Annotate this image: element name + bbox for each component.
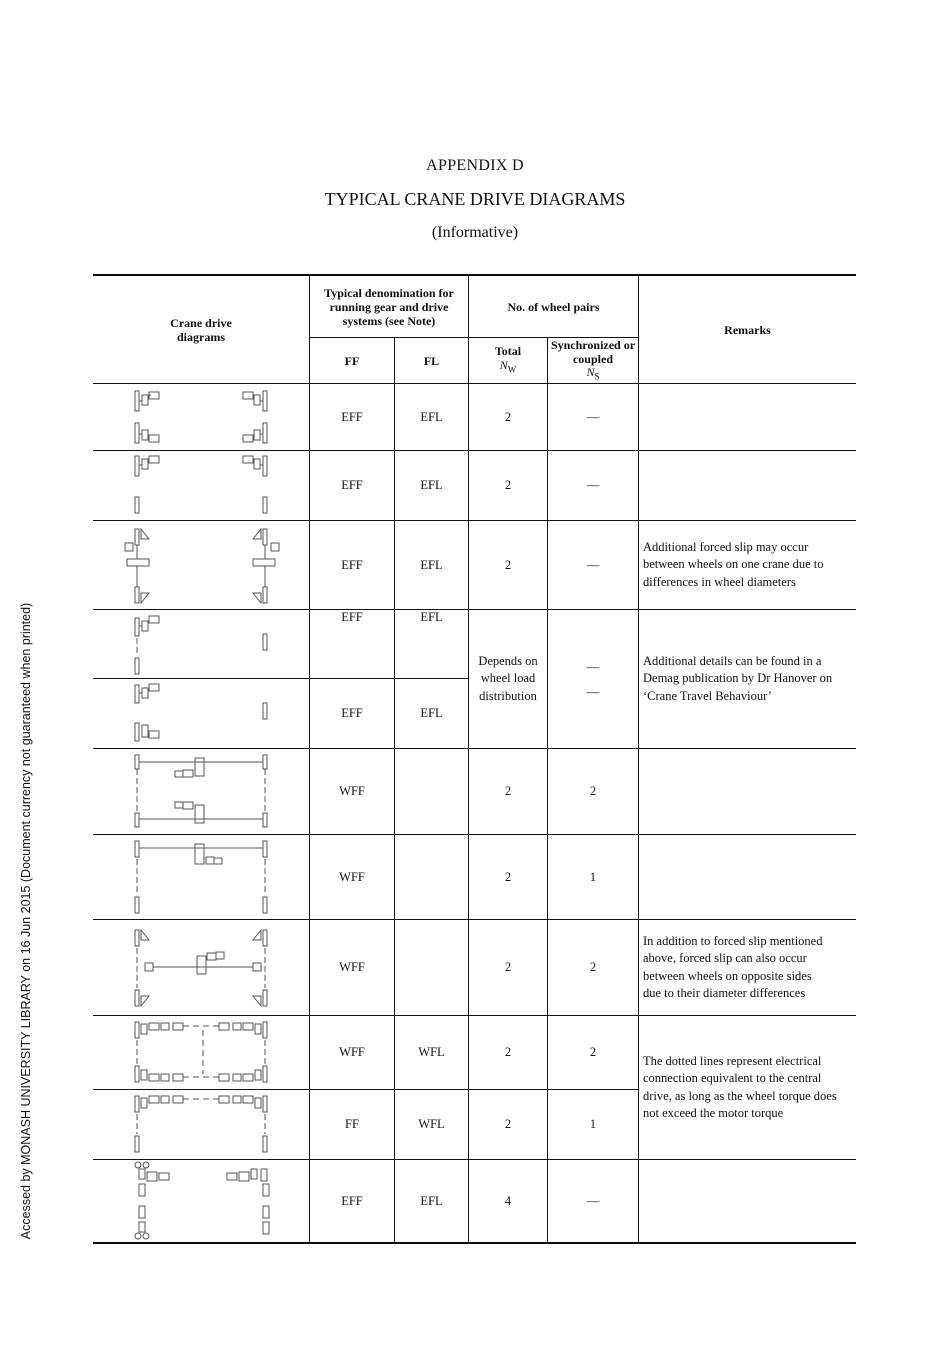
side-access-note: Accessed by MONASH UNIVERSITY LIBRARY on 16 Jun 2015 (Document currency not guaranteed when printed): [19, 602, 33, 1240]
crane-drive-diagram-11: [93, 1160, 309, 1242]
row5-sync: —: [586, 684, 600, 699]
row1-total: 2: [504, 409, 512, 424]
row11-fl: EFL: [420, 1193, 443, 1208]
row10-fl: WFL: [418, 1117, 445, 1131]
row1-ff: EFF: [341, 409, 363, 424]
crane-drive-diagram-8: [93, 920, 309, 1015]
crane-drive-table: [93, 274, 856, 1245]
row11-total: 4: [504, 1193, 512, 1208]
row4-ff: EFF: [341, 610, 363, 624]
row5-ff: EFF: [341, 706, 363, 720]
total-symbol-n: N: [499, 358, 508, 373]
header-synchronized: [548, 338, 638, 383]
header-total-label: Total: [494, 344, 522, 359]
row8-total: 2: [504, 960, 512, 974]
row1-fl: EFL: [420, 409, 443, 424]
row6-ff: WFF: [339, 784, 365, 798]
row3-total: 2: [504, 557, 512, 572]
row4-fl: EFL: [420, 610, 443, 624]
row7-ff: WFF: [339, 869, 365, 884]
header-sync-symbol: [586, 366, 599, 382]
row10-sync: 1: [589, 1117, 597, 1131]
row2-fl: EFL: [420, 478, 443, 492]
row9-total: 2: [504, 1045, 512, 1059]
appendix-label: APPENDIX D: [426, 157, 524, 174]
row8-fl: [395, 920, 468, 1015]
header-crane-drive-diagrams: Crane drive diagrams: [170, 316, 232, 344]
row8-ff: WFF: [339, 960, 365, 974]
row8-remarks: In addition to forced slip mentioned above, forced slip can also occur between wheels on opposite sides due to their diameter differences: [643, 933, 823, 1000]
row7-sync: 1: [589, 869, 597, 884]
page-subtitle: (Informative): [431, 224, 519, 241]
row11-ff: EFF: [341, 1193, 363, 1208]
sync-symbol-n: N: [586, 365, 595, 380]
row6-sync: 2: [589, 784, 597, 798]
crane-drive-diagram-3: [93, 521, 309, 609]
rows4-5-remarks: Additional details can be found in a Demag publication by Dr Hanover on ‘Crane Travel Behaviour’: [643, 653, 833, 703]
crane-drive-diagram-2: [93, 451, 309, 520]
row10-total: 2: [504, 1117, 512, 1131]
row3-ff: EFF: [341, 557, 363, 572]
header-sync-label: Synchronized or coupled: [550, 338, 636, 367]
crane-drive-diagram-9: [93, 1016, 309, 1089]
row3-fl: EFL: [420, 557, 443, 572]
row3-sync: —: [586, 557, 600, 572]
header-ff: FF: [344, 353, 360, 368]
row6-total: 2: [504, 784, 512, 798]
row8-sync: 2: [589, 960, 597, 974]
crane-drive-diagram-1: [93, 384, 309, 450]
table-bottom-rule: [93, 1242, 856, 1244]
page-title: TYPICAL CRANE DRIVE DIAGRAMS: [324, 189, 626, 209]
row2-ff: EFF: [341, 478, 363, 492]
row1-sync: —: [586, 409, 600, 424]
total-symbol-sub: W: [507, 364, 517, 375]
row9-fl: WFL: [418, 1045, 445, 1059]
rows9-10-remarks: The dotted lines represent electrical connection equivalent to the central drive, as long as the wheel torque does not exceed the motor torque: [643, 1053, 837, 1120]
rows4-5-total: Depends on wheel load distribution: [478, 653, 538, 703]
row3-remarks: Additional forced slip may occur between wheels on one crane due to differences in wheel diameters: [643, 539, 824, 589]
row11-sync: —: [586, 1193, 600, 1208]
crane-drive-diagram-4: [93, 610, 309, 678]
row9-ff: WFF: [339, 1045, 365, 1059]
row2-total: 2: [504, 478, 512, 492]
row7-fl: [395, 835, 468, 919]
row2-sync: —: [586, 478, 600, 492]
row4-sync: —: [586, 659, 600, 674]
row9-sync: 2: [589, 1045, 597, 1059]
crane-drive-diagram-6: [93, 749, 309, 834]
row10-ff: FF: [345, 1117, 359, 1131]
header-fl: FL: [423, 353, 440, 368]
header-typical-denomination: Typical denomination for running gear and drive systems (see Note): [324, 286, 454, 328]
sync-symbol-sub: S: [594, 371, 600, 382]
crane-drive-diagram-7: [93, 835, 309, 919]
header-remarks: Remarks: [724, 322, 771, 337]
header-total: [469, 338, 547, 383]
crane-drive-diagram-10: [93, 1090, 309, 1159]
row7-total: 2: [504, 869, 512, 884]
row6-fl: [395, 749, 468, 834]
header-wheel-pairs: No. of wheel pairs: [507, 299, 600, 314]
row5-fl: EFL: [420, 706, 443, 720]
header-total-symbol: [500, 358, 517, 376]
crane-drive-diagram-5: [93, 679, 309, 748]
